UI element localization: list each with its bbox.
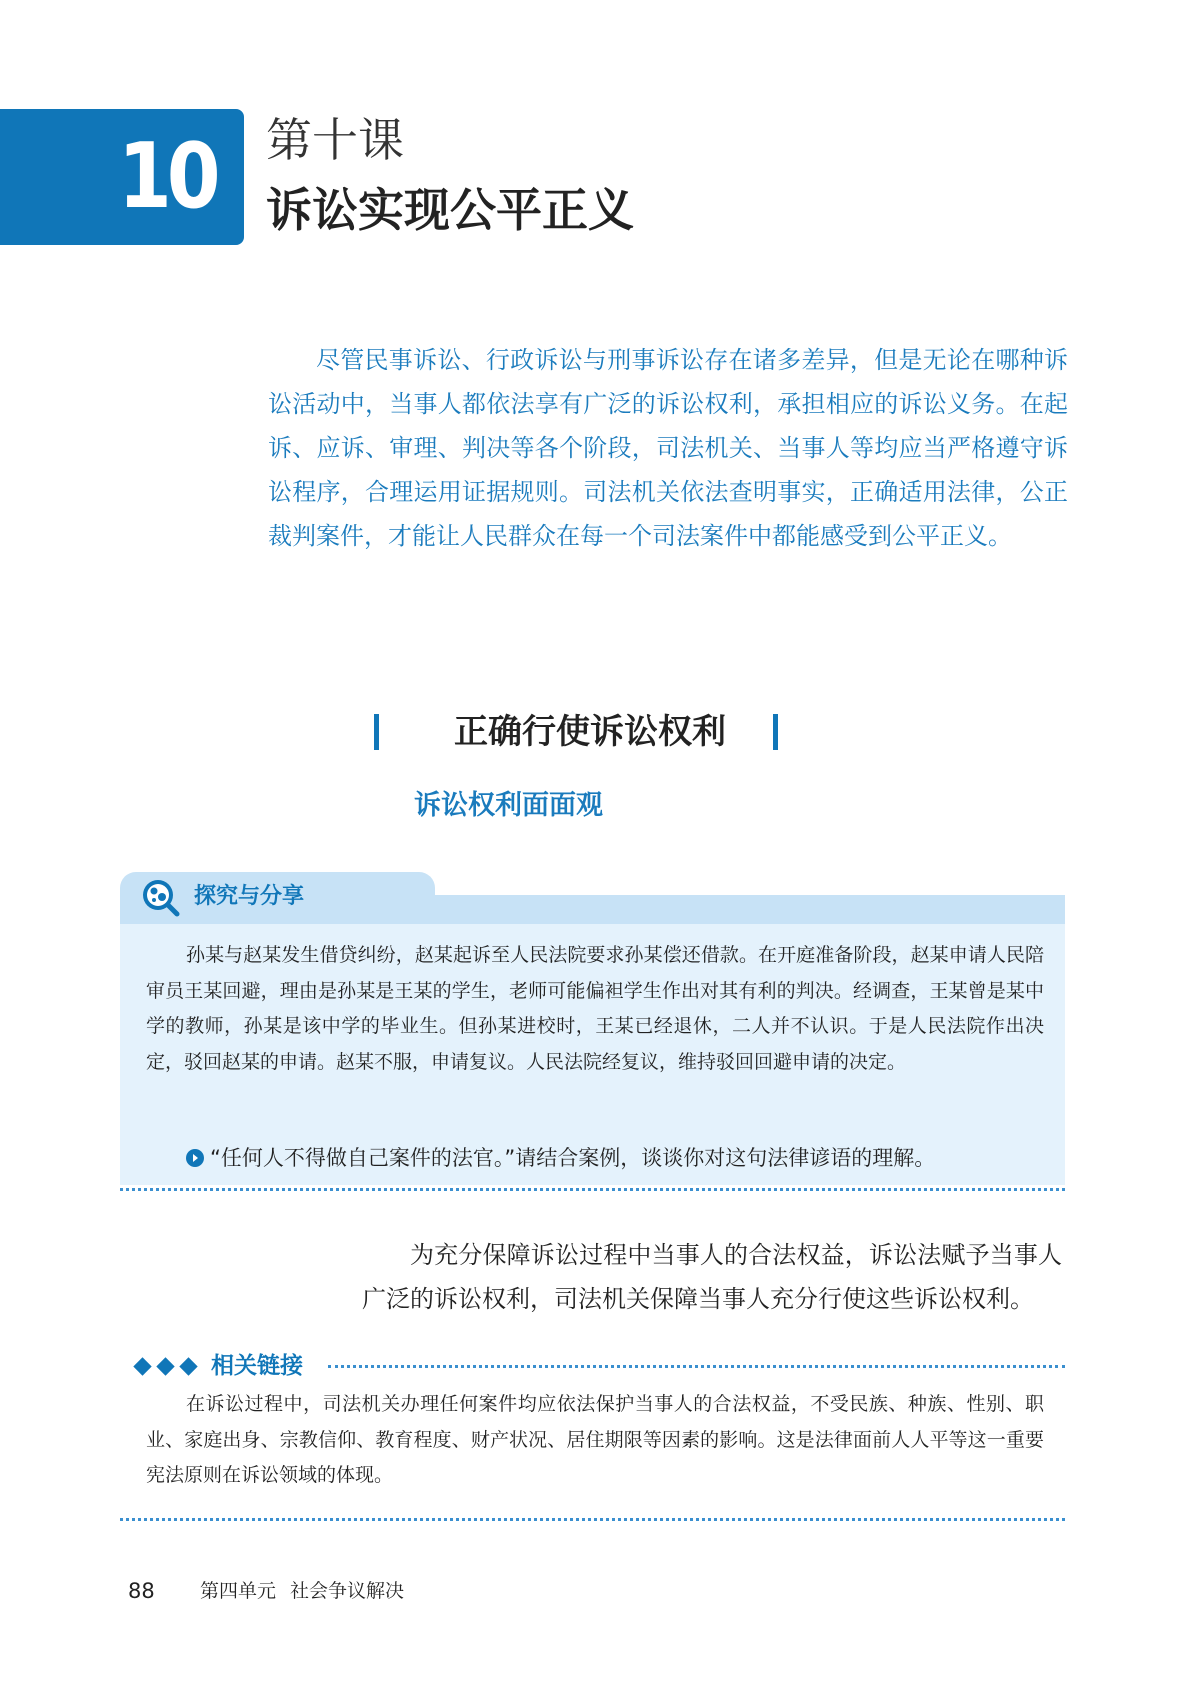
subsection-title: 诉讼权利面面观 xyxy=(414,790,603,821)
diamond-icons xyxy=(134,1360,197,1373)
diamond-icon xyxy=(156,1357,174,1375)
explore-share-prompt-text: “任何人不得做自己案件的法官。”请结合案例，谈谈你对这句法律谚语的理解。 xyxy=(210,1146,936,1170)
explore-share-title: 探究与分享 xyxy=(194,884,305,909)
section-title-left-bar xyxy=(374,714,379,750)
dotted-divider xyxy=(120,1518,1065,1521)
diamond-icon xyxy=(179,1357,197,1375)
intro-paragraph: 尽管民事诉讼、行政诉讼与刑事诉讼存在诸多差异，但是无论在哪种诉讼活动中，当事人都依法享有广泛的诉讼权利，承担相应的诉讼义务。在起诉、应诉、审理、判决等各个阶段，司法机关、当事人等均应当严格遵守诉讼程序，合理运用证据规则。司法机关依法查明事实，正确适用法律，公正裁判案件，才能让人民群众在每一个司法案件中都能感受到公平正义。 xyxy=(268,346,1068,550)
lesson-title: 诉讼实现公平正义 xyxy=(266,183,634,237)
arrow-circle-icon xyxy=(186,1149,204,1167)
lesson-number: 10 xyxy=(118,124,216,229)
related-link-header xyxy=(134,1349,303,1383)
diamond-icon xyxy=(133,1357,151,1375)
related-link-text: 在诉讼过程中，司法机关办理任何案件均应依法保护当事人的合法权益，不受民族、种族、性别、职业、家庭出身、宗教信仰、教育程度、财产状况、居住期限等因素的影响。这是法律面前人人平等这一重要宪法原则在诉讼领域的体现。 xyxy=(146,1393,1044,1486)
dotted-divider xyxy=(328,1365,1065,1368)
section-title: 正确行使诉讼权利 xyxy=(454,712,726,752)
section-title-right-bar xyxy=(773,714,778,750)
related-link-title: 相关链接 xyxy=(211,1353,303,1379)
magnifier-globe-icon xyxy=(140,877,180,917)
body-paragraph: 为充分保障诉讼过程中当事人的合法权益，诉讼法赋予当事人广泛的诉讼权利，司法机关保障当事人充分行使这些诉讼权利。 xyxy=(362,1241,1062,1313)
dotted-divider xyxy=(120,1188,1065,1191)
footer-unit-title: 第四单元 社会争议解决 xyxy=(200,1580,405,1602)
explore-share-prompt xyxy=(186,1143,935,1173)
page-number: 88 xyxy=(128,1579,155,1603)
lesson-label: 第十课 xyxy=(266,113,404,167)
explore-share-case-text: 孙某与赵某发生借贷纠纷，赵某起诉至人民法院要求孙某偿还借款。在开庭准备阶段，赵某申请人民陪审员王某回避，理由是孙某是王某的学生，老师可能偏袒学生作出对其有利的判决。经调查，王某曾是某中学的教师，孙某是该中学的毕业生。但孙某进校时，王某已经退休，二人并不认识。于是人民法院作出决定，驳回赵某的申请。赵某不服，申请复议。人民法院经复议，维持驳回回避申请的决定。 xyxy=(146,944,1044,1073)
